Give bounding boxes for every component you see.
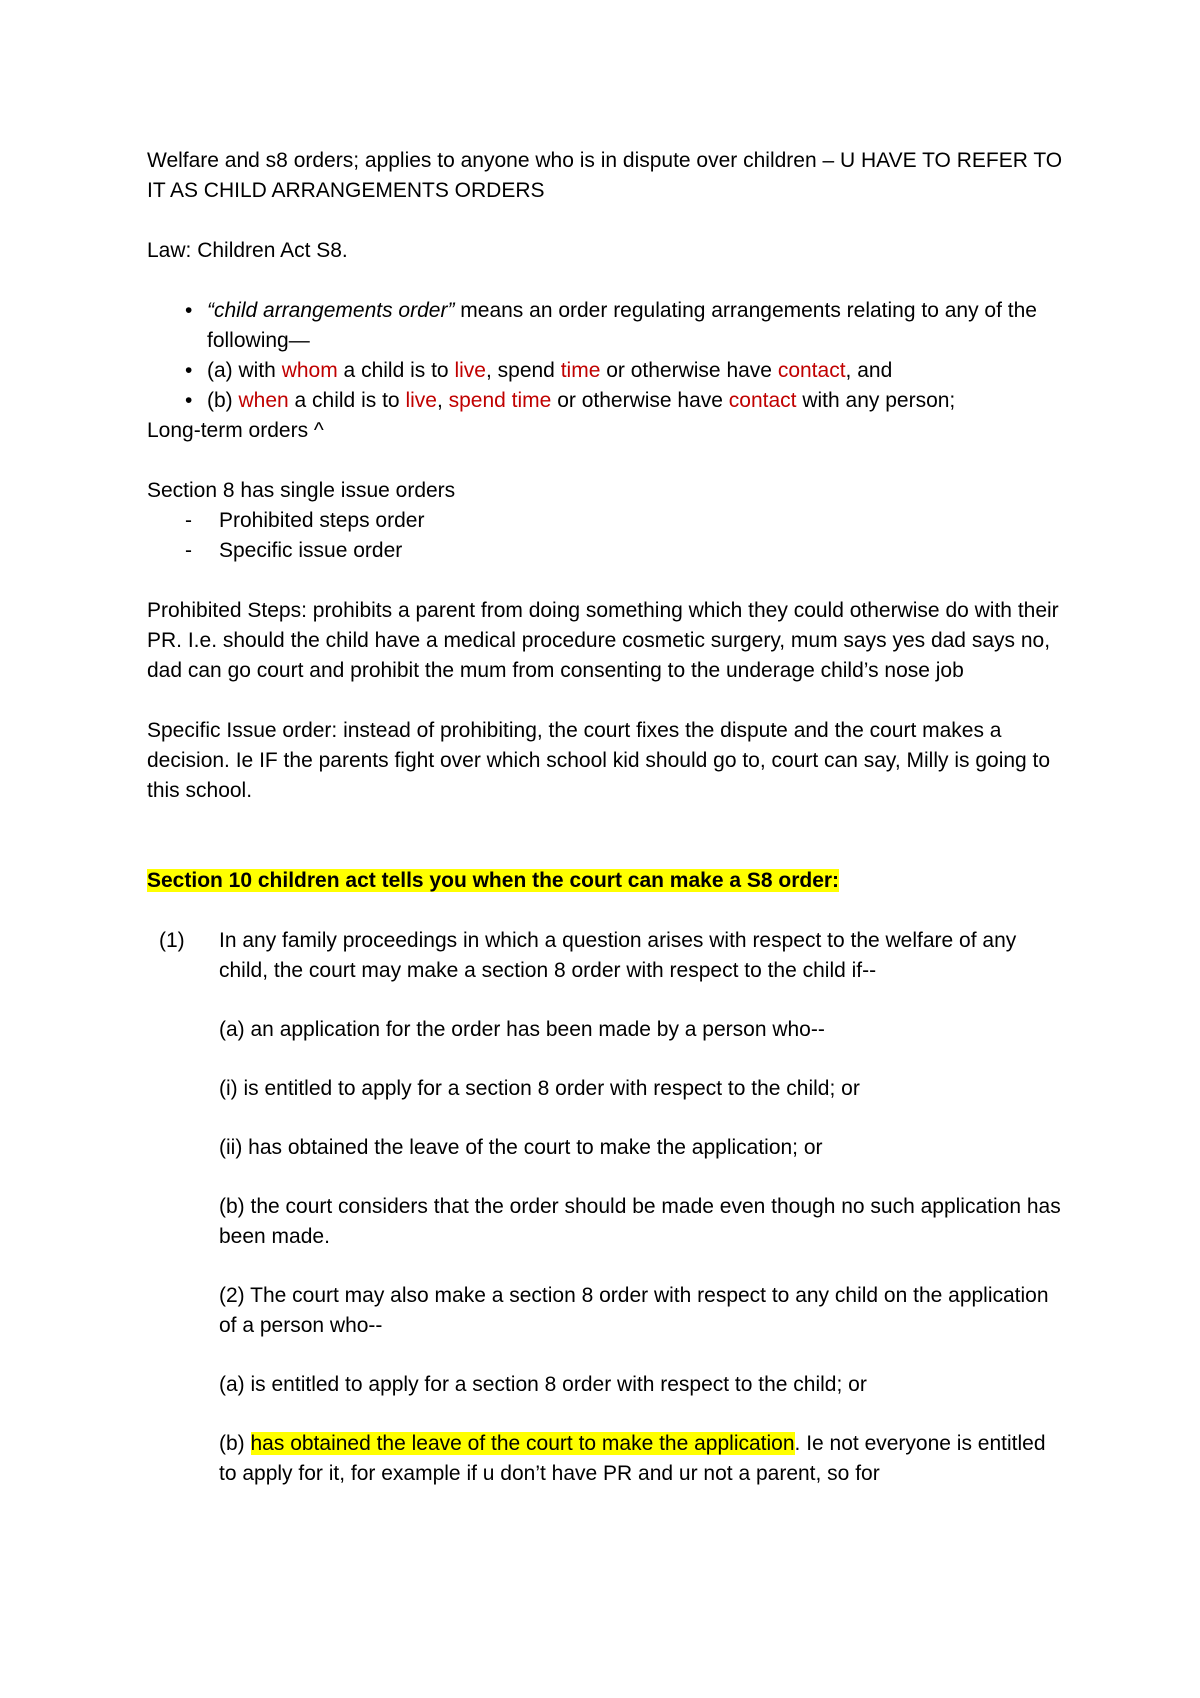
section-10-subsection-2: (2) The court may also make a section 8 order with respect to any child on the application of a person who-- (219, 1284, 1049, 1337)
highlighted-phrase: has obtained the leave of the court to make the application (250, 1432, 795, 1455)
law-line: Law: Children Act S8. (147, 239, 348, 262)
bullet-item: • “child arrangements order” means an order regulating arrangements relating to any of the following— (147, 296, 1067, 356)
bullet-item: • (a) with whom a child is to live, spend time or otherwise have contact, and (147, 356, 1067, 386)
list-item: - Specific issue order (147, 536, 1067, 566)
section-10-subsection-1: (1) In any family proceedings in which a question arises with respect to the welfare of any child, the court may make a section 8 order with respect to the child if-- (147, 926, 1067, 986)
clause-a: (a) an application for the order has been made by a person who-- (219, 1018, 825, 1041)
definition-bullet-list (147, 296, 1067, 416)
red-keyword: when (238, 389, 289, 412)
section-10-heading: Section 10 children act tells you when the court can make a S8 order: (147, 869, 840, 892)
long-term-orders-note: Long-term orders ^ (147, 419, 324, 442)
red-keyword: live (405, 389, 437, 412)
red-keyword: time (560, 359, 601, 382)
bullet-marker: • (185, 389, 193, 412)
red-keyword: live (454, 359, 486, 382)
intro-paragraph: Welfare and s8 orders; applies to anyone who is in dispute over children – U HAVE TO REFER TO IT AS CHILD ARRANGEMENTS ORDERS (147, 149, 1063, 202)
clause-2b: (b) has obtained the leave of the court to make the application. Ie not everyone is entitled to apply for it, for example if u don’t have PR and ur not a parent, so for (219, 1432, 1046, 1485)
single-issue-list (147, 506, 1067, 566)
subsection-number: (1) (159, 929, 185, 952)
clause-2a: (a) is entitled to apply for a section 8 order with respect to the child; or (219, 1373, 867, 1396)
dash-marker: - (185, 509, 192, 532)
red-keyword: spend time (448, 389, 552, 412)
specific-issue-paragraph: Specific Issue order: instead of prohibiting, the court fixes the dispute and the court makes a decision. Ie IF the parents fight over which school kid should go to, court can say, Milly is going to this school. (147, 719, 1051, 802)
dash-marker: - (185, 539, 192, 562)
single-issue-heading: Section 8 has single issue orders (147, 479, 456, 502)
bullet-item: • (b) when a child is to live, spend time or otherwise have contact with any person; (147, 386, 1067, 416)
bullet-marker: • (185, 359, 193, 382)
document-body (147, 146, 1067, 1489)
bullet-marker: • (185, 299, 193, 322)
clause-i: (i) is entitled to apply for a section 8 order with respect to the child; or (219, 1077, 860, 1100)
clause-ii: (ii) has obtained the leave of the court to make the application; or (219, 1136, 823, 1159)
red-keyword: contact (777, 359, 846, 382)
red-keyword: whom (281, 359, 338, 382)
prohibited-steps-paragraph: Prohibited Steps: prohibits a parent from doing something which they could otherwise do with their PR. I.e. should the child have a medical procedure cosmetic surgery, mum says yes dad says no, dad can go court and prohibit the mum from consenting to the underage child’s nose job (147, 599, 1059, 682)
clause-b: (b) the court considers that the order should be made even though no such application has been made. (219, 1195, 1061, 1248)
list-item: - Prohibited steps order (147, 506, 1067, 536)
red-keyword: contact (728, 389, 797, 412)
defined-term: “child arrangements order” (207, 299, 455, 322)
